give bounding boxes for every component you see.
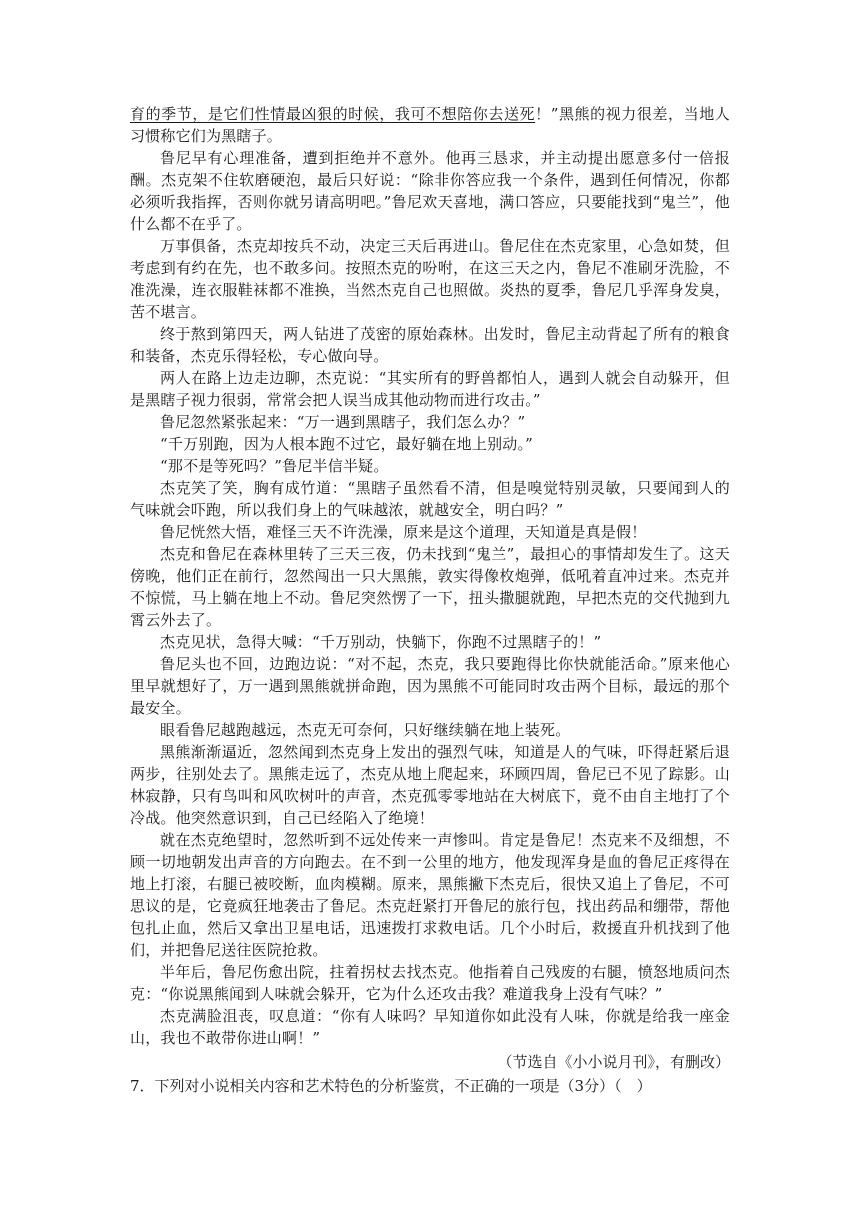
article-paragraph: 鲁尼早有心理准备，遭到拒绝并不意外。他再三恳求，并主动提出愿意多付一倍报酬。杰克架不住软磨硬泡，最后只好说：“除非你答应我一个条件，遇到任何情况，你都必须听我指挥，否则你就另请高明吧。”鲁尼欢天喜地，满口答应，只要能找到“鬼兰”，他什么都不在乎了。 <box>130 149 730 233</box>
article-body <box>130 103 730 1097</box>
article-paragraph: “千万别跑，因为人根本跑不过它，最好躺在地上别动。” <box>160 435 534 453</box>
article-source: （节选自《小小说月刊》，有删改） <box>497 1053 730 1071</box>
article-paragraph-first <box>130 103 730 147</box>
question-7: 7．下列对小说相关内容和艺术特色的分析鉴赏，不正确的一项是（3分）（ ） <box>130 1077 652 1095</box>
article-paragraph: 半年后，鲁尼伤愈出院，拄着拐杖去找杰克。他指着自己残废的右腿，愤怒地质问杰克：“你说黑熊闻到人味就会躲开，它为什么还攻击我？难道我身上没有气味？” <box>130 963 730 1003</box>
article-paragraph: 鲁尼恍然大悟，难怪三天不许洗澡，原来是这个道理，天知道是真是假！ <box>160 523 647 541</box>
paragraph-text: ！”黑熊的视力很差，当地人习惯称它们为黑瞎子。 <box>130 105 730 145</box>
article-paragraph: 就在杰克绝望时，忽然听到不远处传来一声惨叫。肯定是鲁尼！杰克来不及细想，不顾一切地朝发出声音的方向跑去。在不到一公里的地方，他发现浑身是血的鲁尼正疼得在地上打滚，右腿已被咬断，血肉模糊。原来，黑熊撇下杰克后，很快又追上了鲁尼，不可思议的是，它竟疯狂地袭击了鲁尼。杰克赶紧打开鲁尼的旅行包，找出药品和绷带，帮他包扎止血，然后又拿出卫星电话，迅速拨打求救电话。几个小时后，救援直升机找到了他们，并把鲁尼送往医院抢救。 <box>130 831 730 959</box>
article-paragraph: 两人在路上边走边聊，杰克说：“其实所有的野兽都怕人，遇到人就会自动躲开，但是黑瞎子视力很弱，常常会把人误当成其他动物而进行攻击。” <box>130 369 730 409</box>
article-paragraph: 杰克见状，急得大喊：“千万别动，快躺下，你跑不过黑瞎子的！” <box>160 633 602 651</box>
article-paragraph: 鲁尼忽然紧张起来：“万一遇到黑瞎子，我们怎么办？” <box>160 413 526 431</box>
article-paragraph: 黑熊渐渐逼近，忽然闻到杰克身上发出的强烈气味，知道是人的气味，吓得赶紧后退两步，往别处去了。黑熊走远了，杰克从地上爬起来，环顾四周，鲁尼已不见了踪影。山林寂静，只有鸟叫和风吹树叶的声音，杰克孤零零地站在大树底下，竟不由自主地打了个冷战。他突然意识到，自己已经陷入了绝境！ <box>130 743 730 827</box>
underlined-text: 育的季节，是它们性情最凶狠的时候，我可不想陪你去送死 <box>130 105 536 123</box>
article-paragraph: 终于熬到第四天，两人钻进了茂密的原始森林。出发时，鲁尼主动背起了所有的粮食和装备，杰克乐得轻松，专心做向导。 <box>130 325 730 365</box>
article-paragraph: 鲁尼头也不回，边跑边说：“对不起，杰克，我只要跑得比你快就能活命。”原来他心里早就想好了，万一遇到黑熊就拼命跑，因为黑熊不可能同时攻击两个目标，最远的那个最安全。 <box>130 655 730 717</box>
article-paragraph: 万事俱备，杰克却按兵不动，决定三天后再进山。鲁尼住在杰克家里，心急如焚，但考虑到有约在先，也不敢多问。按照杰克的吩咐，在这三天之内，鲁尼不准刷牙洗脸，不准洗澡，连衣服鞋袜都不准换，当然杰克自己也照做。炎热的夏季，鲁尼几乎浑身发臭，苦不堪言。 <box>130 237 730 321</box>
article-paragraph: “那不是等死吗？”鲁尼半信半疑。 <box>160 457 389 475</box>
article-paragraph: 眼看鲁尼越跑越远，杰克无可奈何，只好继续躺在地上装死。 <box>160 721 571 739</box>
article-paragraphs <box>130 147 730 1049</box>
article-paragraph: 杰克笑了笑，胸有成竹道：“黑瞎子虽然看不清，但是嗅觉特别灵敏，只要闻到人的气味就会吓跑，所以我们身上的气味越浓，就越安全，明白吗？” <box>130 479 730 519</box>
article-paragraph: 杰克和鲁尼在森林里转了三天三夜，仍未找到“鬼兰”，最担心的事情却发生了。这天傍晚，他们正在前行，忽然闯出一只大黑熊，敦实得像枚炮弹，低吼着直冲过来。杰克并不惊慌，马上躺在地上不动。鲁尼突然愣了一下，扭头撒腿就跑，早把杰克的交代抛到九霄云外去了。 <box>130 545 730 629</box>
article-paragraph: 杰克满脸沮丧，叹息道：“你有人味吗？早知道你如此没有人味，你就是给我一座金山，我也不敢带你进山啊！” <box>130 1007 730 1047</box>
